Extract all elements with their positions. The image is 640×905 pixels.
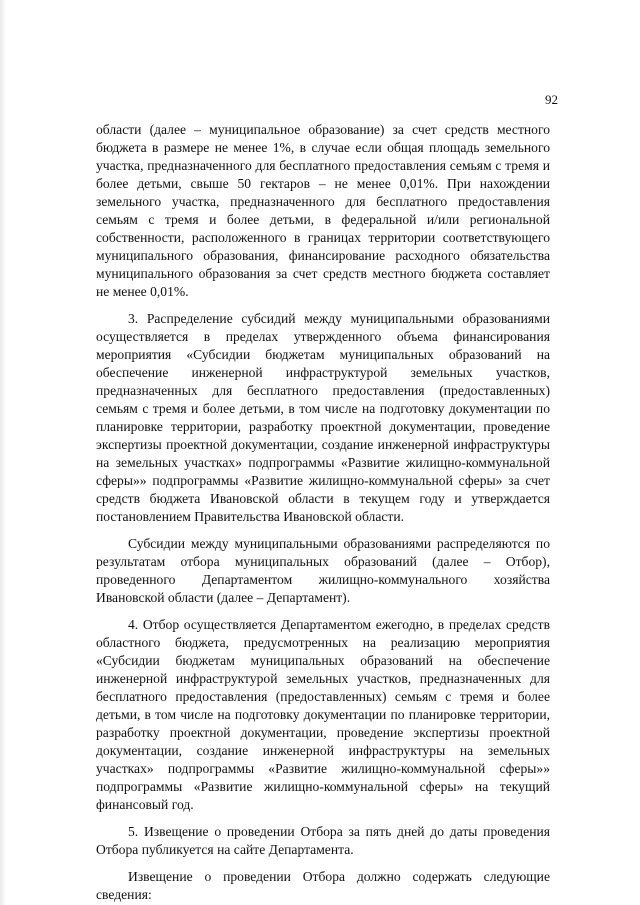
- paragraph-item-4: 4. Отбор осуществляется Департаментом ежегодно, в пределах средств областного бюджета, предусмотренных на реализацию мероприятия «Субсидии бюджетам муниципальных образований на обеспечение инженерной инфраструктурой земельных участков, предназначенных для бесплатного предоставления (предоставленных) семьям с тремя и более детьми, в том числе на подготовку документации по планировке территории, разработку проектной документации, проведение экспертизы проектной документации, создание инженерной инфраструктуры на земельных участках» подпрограммы «Развитие жилищно-коммунальной сферы»» подпрограммы «Развитие жилищно-коммунальной сферы» на текущий финансовый год.: [96, 617, 550, 812]
- paragraph-item-5: 5. Извещение о проведении Отбора за пять дней до даты проведения Отбора публикуется на сайте Департамента.: [96, 824, 550, 857]
- paragraph-subsidy-distribution: Субсидии между муниципальными образованиями распределяются по результатам отбора муниципальных образований (далее – Отбор), проведенного Департаментом жилищно-коммунального хозяйства Ивановской области (далее – Департамент).: [96, 536, 550, 605]
- document-body: [96, 121, 550, 904]
- page-number: 92: [545, 92, 558, 107]
- paragraph-continuation: области (далее – муниципальное образование) за счет средств местного бюджета в размере не менее 1%, в случае если общая площадь земельного участка, предназначенного для бесплатного предоставления семьям с тремя и более детьми, свыше 50 гектаров – не менее 0,01%. При нахождении земельного участка, предназначенного для бесплатного предоставления семьям с тремя и более детьми, в федеральной и/или региональной собственности, расположенного в границах территории соответствующего муниципального образования, финансирование расходного обязательства муниципального образования за счет средств местного бюджета составляет не менее 0,01%.: [96, 122, 550, 299]
- scan-edge-shadow: [0, 0, 6, 905]
- paragraph-notice-contents: Извещение о проведении Отбора должно содержать следующие сведения:: [96, 869, 550, 902]
- paragraph-item-3: 3. Распределение субсидий между муниципальными образованиями осуществляется в пределах утвержденного объема финансирования мероприятия «Субсидии бюджетам муниципальных образований на обеспечение инженерной инфраструктурой земельных участков, предназначенных для бесплатного предоставления (предоставленных) семьям с тремя и более детьми, в том числе на подготовку документации по планировке территории, разработку проектной документации, проведение экспертизы проектной документации, создание инженерной инфраструктуры на земельных участках» подпрограммы «Развитие жилищно-коммунальной сферы»» подпрограммы «Развитие жилищно-коммунальной сферы» за счет средств бюджета Ивановской области в текущем году и утверждается постановлением Правительства Ивановской области.: [96, 311, 550, 524]
